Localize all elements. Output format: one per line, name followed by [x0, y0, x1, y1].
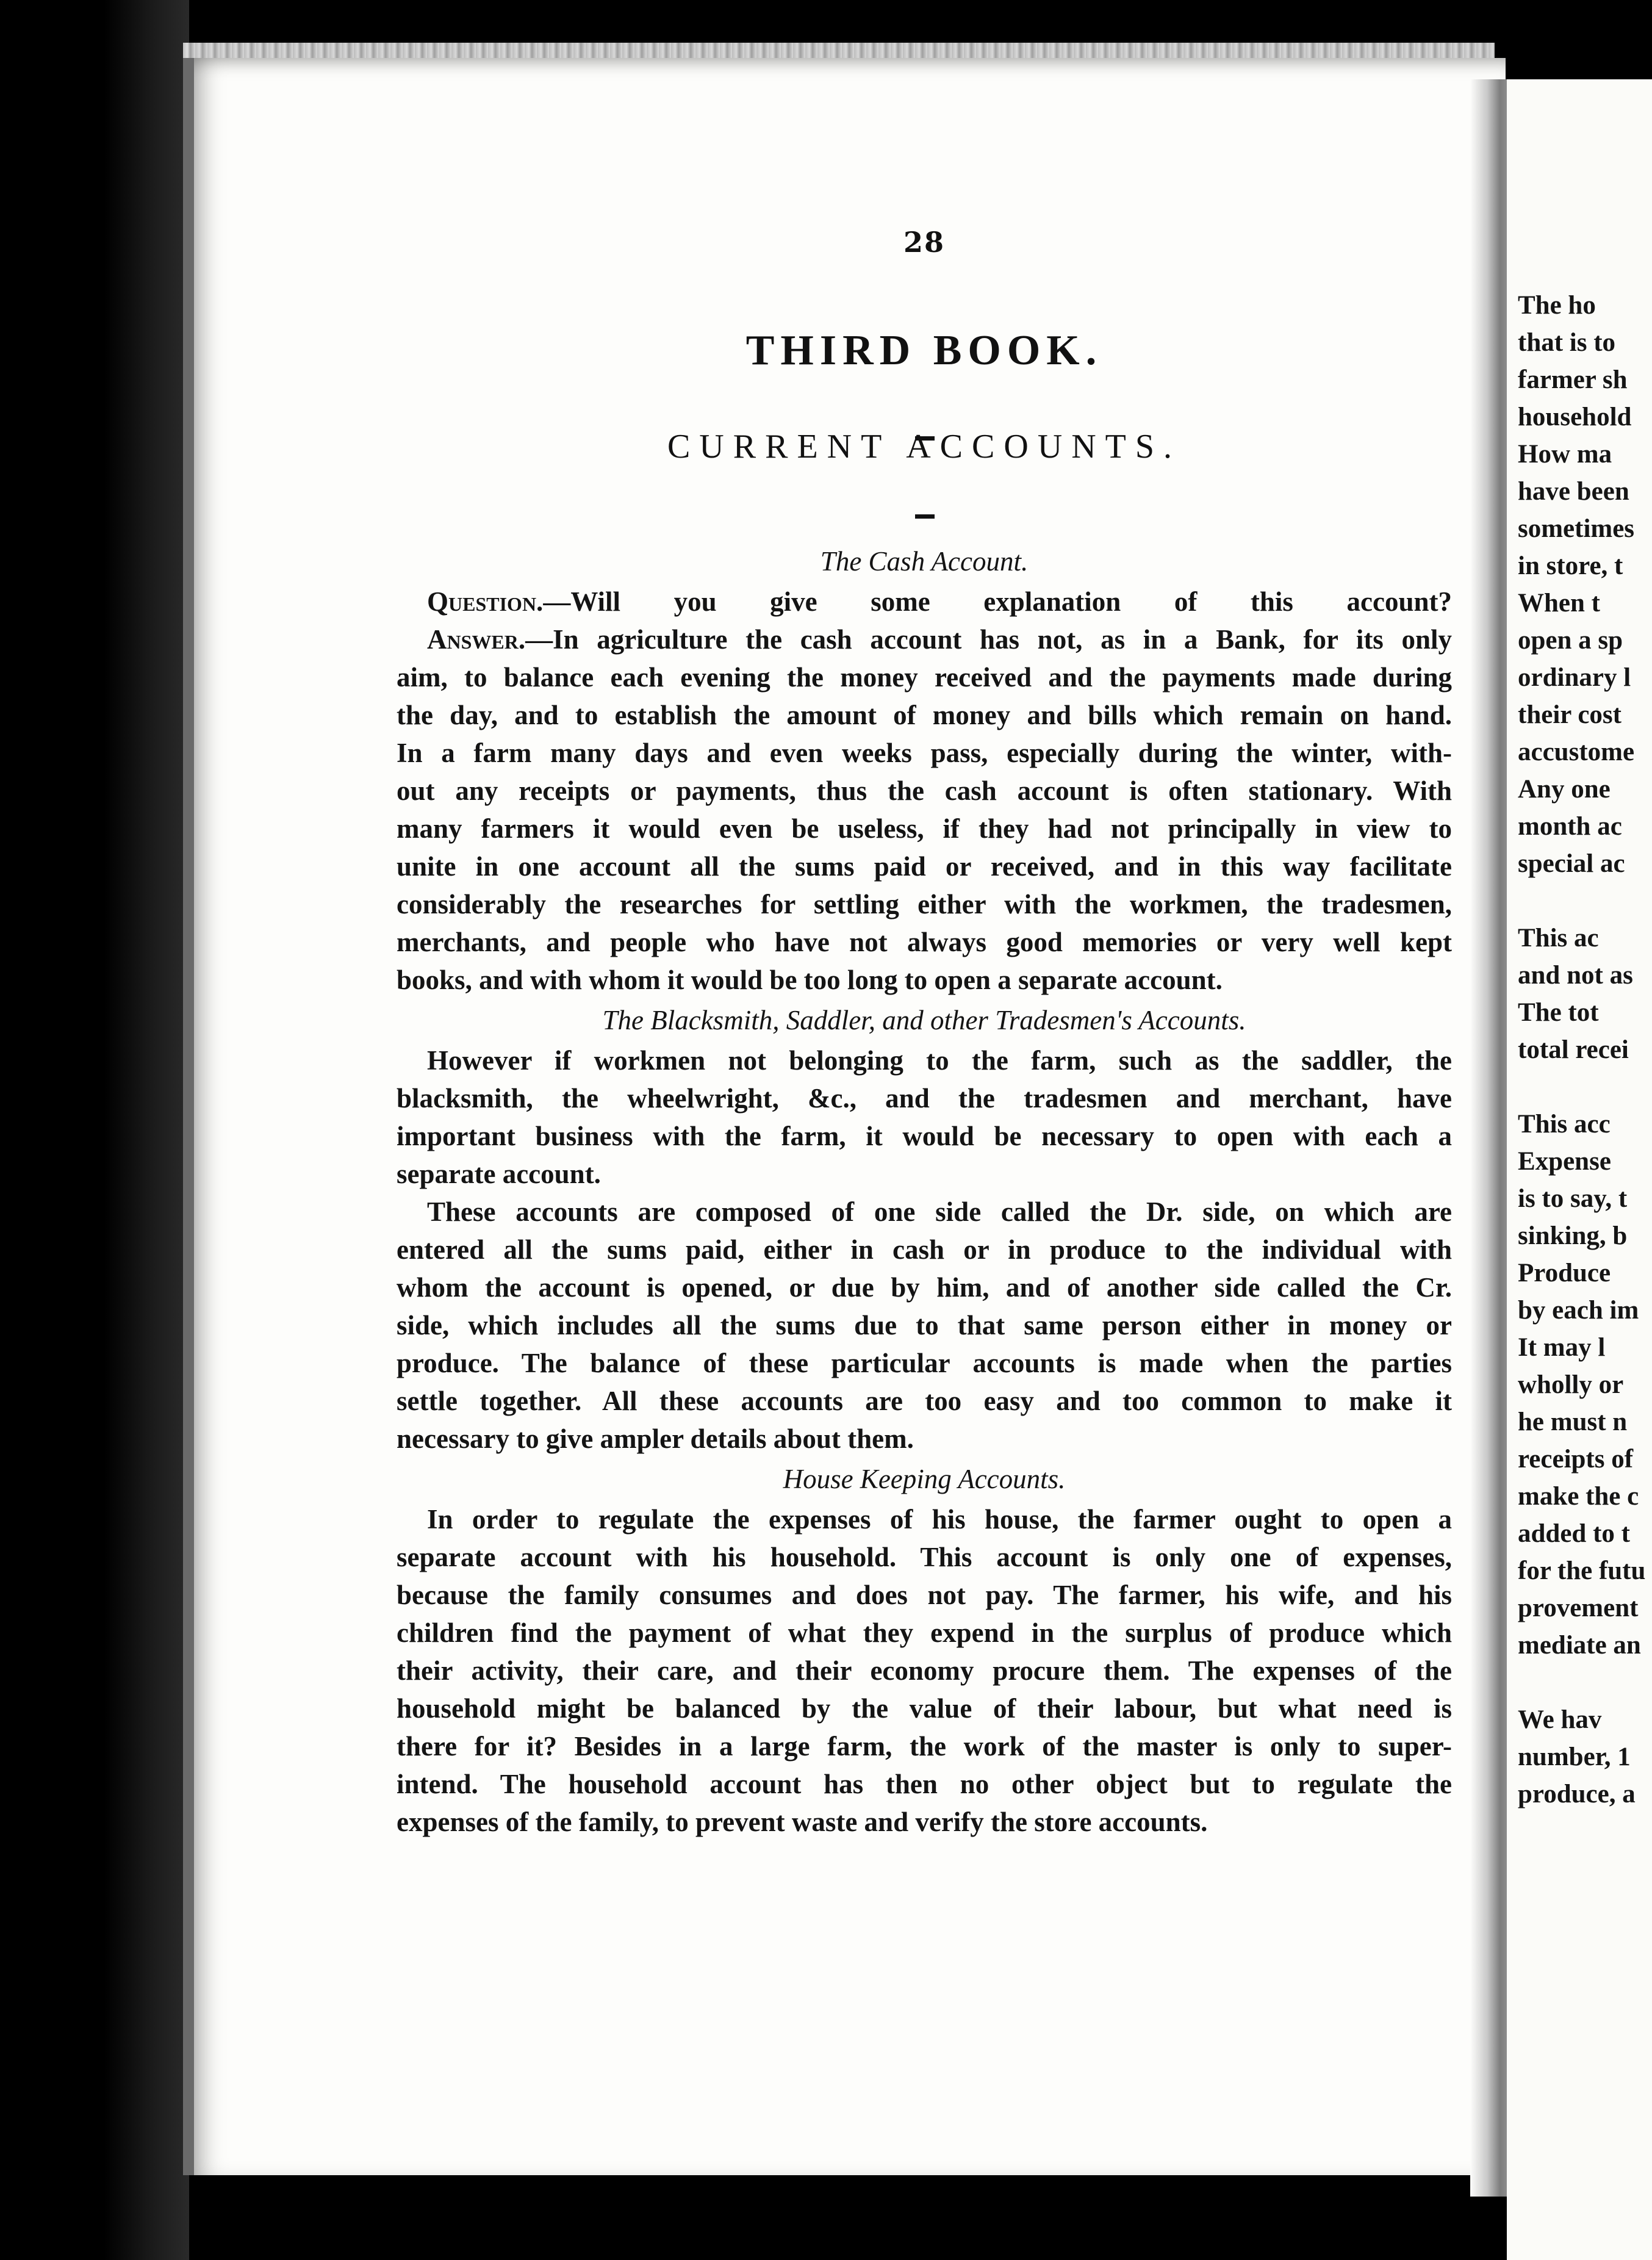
- text-line: expenses of the family, to prevent waste and verify the store accounts.: [397, 1807, 1208, 1837]
- text-line: necessary to give ampler details about them.: [397, 1423, 914, 1454]
- right-page-line: produce, a: [1518, 1780, 1636, 1808]
- text-line: considerably the researches for settling either with the workmen, the tradesmen,: [397, 889, 1452, 919]
- right-page-line: We hav: [1518, 1705, 1602, 1734]
- right-page-line: sometimes: [1518, 514, 1635, 543]
- right-page-line: [1518, 1664, 1645, 1701]
- text-line: the day, and to establish the amount of money and bills which remain on hand.: [397, 700, 1452, 730]
- spine-shadow: [0, 0, 189, 2260]
- cash-account-heading: The Cash Account.: [820, 546, 1029, 577]
- answer-paragraph: [397, 621, 1452, 999]
- right-page-line: special ac: [1518, 849, 1625, 878]
- body-text: [397, 540, 1452, 1841]
- right-page-line: It may l: [1518, 1333, 1606, 1362]
- right-page-line: Produce: [1518, 1259, 1611, 1287]
- right-page-line: sinking, b: [1518, 1222, 1628, 1250]
- right-page-line: in store, t: [1518, 552, 1623, 580]
- text-line: aim, to balance each evening the money received and the payments made during: [397, 662, 1452, 693]
- right-page-line: The ho: [1518, 291, 1596, 320]
- right-page-line: for the futu: [1518, 1556, 1646, 1585]
- text-line: their activity, their care, and their economy procure them. The expenses of the: [397, 1655, 1452, 1686]
- tradesmen-paragraph-2: [397, 1193, 1452, 1458]
- question-paragraph: [397, 583, 1452, 621]
- right-page-line: This ac: [1518, 924, 1599, 952]
- right-page-line: provement: [1518, 1594, 1639, 1622]
- text-line: In a farm many days and even weeks pass, especially during the winter, with-: [397, 738, 1452, 768]
- tradesmen-paragraph-1: [397, 1042, 1452, 1193]
- right-page-line: by each im: [1518, 1296, 1639, 1325]
- right-page-line: is to say, t: [1518, 1184, 1628, 1213]
- text-line: settle together. All these accounts are too easy and too common to make it: [397, 1386, 1452, 1416]
- text-line: because the family consumes and does not pay. The farmer, his wife, and his: [397, 1580, 1452, 1610]
- right-page-line: Expense: [1518, 1147, 1611, 1176]
- right-page-line: The tot: [1518, 998, 1599, 1027]
- right-page-line: make the c: [1518, 1482, 1639, 1511]
- text-line: Answer.—In agriculture the cash account has not, as in a Bank, for its only: [427, 624, 1452, 655]
- text-line: important business with the farm, it would be necessary to open with each a: [397, 1121, 1452, 1151]
- text-line: household might be balanced by the value of their labour, but what need is: [397, 1693, 1452, 1724]
- right-page-line: [1518, 1068, 1645, 1106]
- text-line: However if workmen not belonging to the farm, such as the saddler, the: [427, 1045, 1452, 1076]
- text-line: there for it? Besides in a large farm, the work of the master is only to super-: [397, 1731, 1452, 1762]
- right-page-line: total recei: [1518, 1035, 1629, 1064]
- text-line: These accounts are composed of one side called the Dr. side, on which are: [427, 1197, 1452, 1227]
- right-page-line: open a sp: [1518, 626, 1623, 655]
- housekeeping-paragraph: [397, 1500, 1452, 1841]
- right-page: [1507, 79, 1652, 2260]
- text-line: entered all the sums paid, either in cash or in produce to the individual with: [397, 1234, 1452, 1265]
- right-page-line: When t: [1518, 589, 1600, 617]
- question-text: —Will you give some explanation of this account?: [543, 586, 1452, 617]
- right-page-line: mediate an: [1518, 1631, 1641, 1660]
- right-page-line: receipts of: [1518, 1445, 1634, 1474]
- text-line: blacksmith, the wheelwright, &c., and the tradesmen and merchant, have: [397, 1083, 1452, 1114]
- right-page-line: their cost: [1518, 700, 1621, 729]
- text-line: whom the account is opened, or due by him, and of another side called the Cr.: [397, 1272, 1452, 1303]
- right-page-line: How ma: [1518, 440, 1612, 469]
- question-label: Question.: [427, 586, 544, 617]
- right-page-line: number, 1: [1518, 1743, 1631, 1771]
- right-page-text: [1518, 287, 1645, 1813]
- right-page-line: added to t: [1518, 1519, 1630, 1548]
- right-page-line: and not as: [1518, 961, 1633, 990]
- text-line: unite in one account all the sums paid or received, and in this way facilitate: [397, 851, 1452, 882]
- right-page-line: household: [1518, 403, 1632, 431]
- page-number: 28: [903, 226, 945, 259]
- right-page-line: Any one: [1518, 775, 1611, 804]
- right-page-line: This acc: [1518, 1110, 1611, 1139]
- right-page-line: ordinary l: [1518, 663, 1631, 692]
- text-line: separate account with his household. This account is only one of expenses,: [397, 1542, 1452, 1572]
- text-line: children find the payment of what they expend in the surplus of produce which: [397, 1618, 1452, 1648]
- text-line: intend. The household account has then no other object but to regulate the: [397, 1769, 1452, 1799]
- text-line: books, and with whom it would be too long to open a separate account.: [397, 965, 1223, 995]
- right-page-line: farmer sh: [1518, 365, 1628, 394]
- housekeeping-heading: House Keeping Accounts.: [783, 1464, 1066, 1494]
- right-page-line: month ac: [1518, 812, 1622, 841]
- right-page-line: [1518, 882, 1645, 919]
- right-page-line: accustome: [1518, 738, 1635, 766]
- text-line: many farmers it would even be useless, if they had not principally in view to: [397, 813, 1452, 844]
- book-title: THIRD BOOK.: [745, 327, 1103, 374]
- section-title: CURRENT ACCOUNTS.: [667, 428, 1182, 466]
- text-line: produce. The balance of these particular accounts is made when the parties: [397, 1348, 1452, 1378]
- text-line: merchants, and people who have not always good memories or very well kept: [397, 927, 1452, 957]
- text-line: In order to regulate the expenses of his house, the farmer ought to open a: [427, 1504, 1452, 1535]
- right-page-line: he must n: [1518, 1408, 1628, 1436]
- right-page-line: wholly or: [1518, 1370, 1624, 1399]
- right-page-line: have been: [1518, 477, 1629, 506]
- text-line: side, which includes all the sums due to that same person either in money or: [397, 1310, 1452, 1341]
- section-rule: [915, 514, 935, 519]
- text-line: separate account.: [397, 1159, 601, 1189]
- right-page-line: that is to: [1518, 328, 1616, 357]
- tradesmen-heading: The Blacksmith, Saddler, and other Tradesmen's Accounts.: [602, 1005, 1246, 1035]
- text-line: out any receipts or payments, thus the cash account is often stationary. With: [397, 776, 1452, 806]
- answer-label: Answer.: [427, 624, 526, 655]
